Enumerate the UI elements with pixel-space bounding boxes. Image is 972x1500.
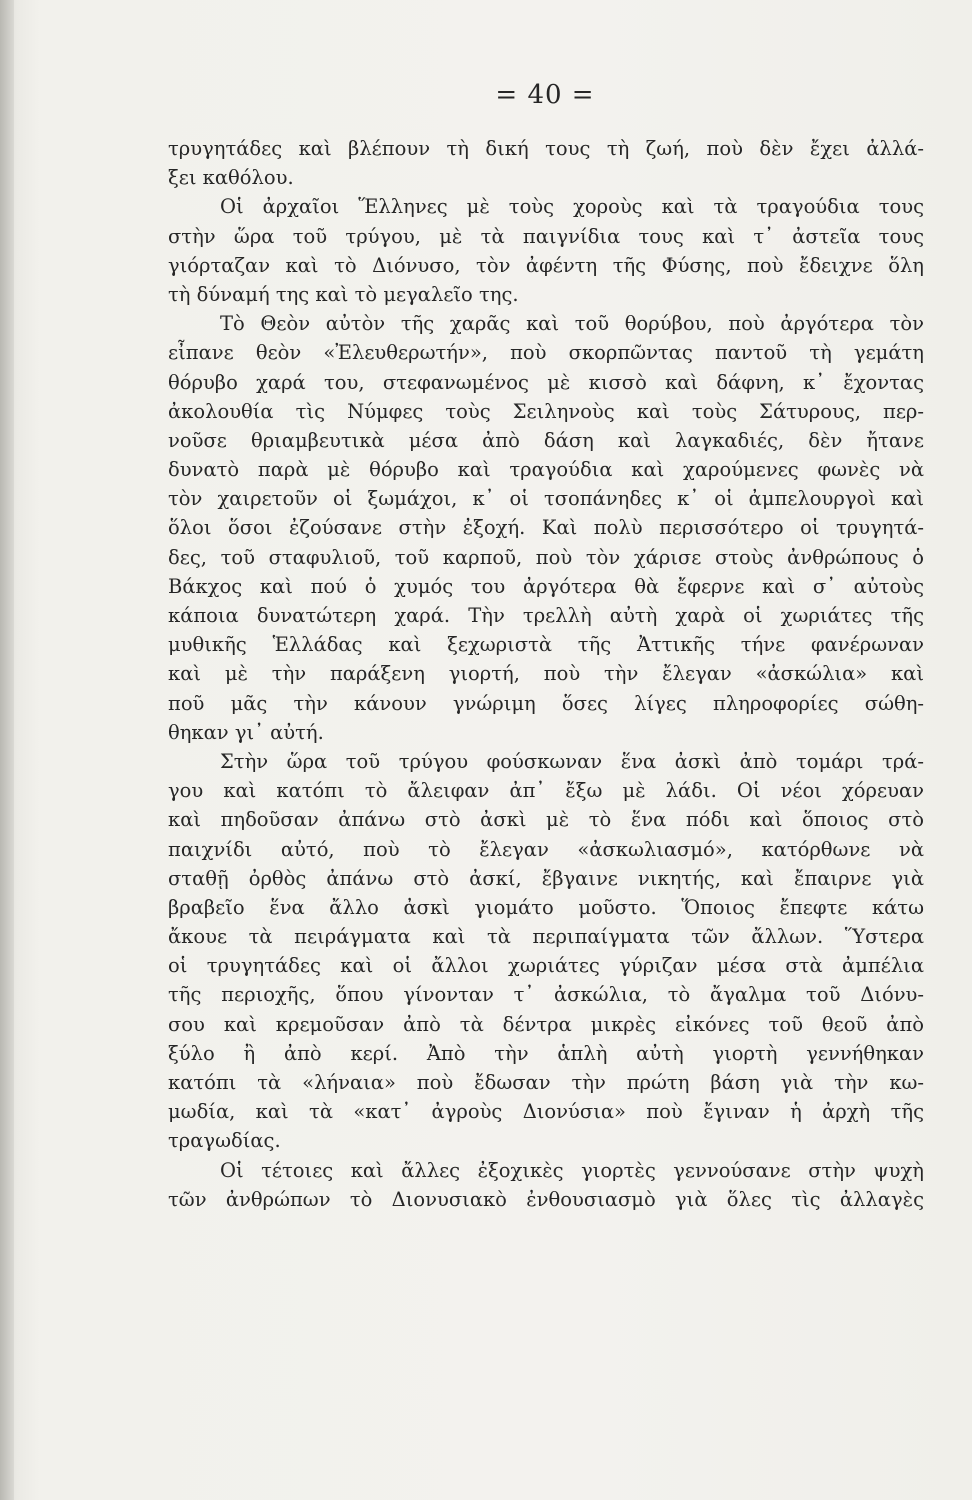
text-line: γου καὶ κατόπι τὸ ἄλειφαν ἀπ᾽ ἔξω μὲ λάδι. Οἱ νέοι χόρευαν <box>168 779 924 803</box>
text-line: καὶ μὲ τὴν παράξενη γιορτή, ποὺ τὴν ἔλεγαν «ἀσκώλια» καὶ <box>168 662 924 686</box>
text-line: θόρυβο χαρά του, στεφανωμένος μὲ κισσὸ καὶ δάφνη, κ᾽ ἔχοντας <box>168 370 924 394</box>
text-line: θηκαν γι᾽ αὐτή. <box>168 720 324 744</box>
text-line: τραγωδίας. <box>168 1129 281 1153</box>
text-line: μωδία, καὶ τὰ «κατ᾽ ἀγροὺς Διονύσια» ποὺ ἔγιναν ἡ ἀρχὴ τῆς <box>168 1100 924 1124</box>
text-line: σταθῇ ὀρθὸς ἀπάνω στὸ ἀσκί, ἔβγαινε νικητής, καὶ ἔπαιρνε γιὰ <box>168 866 924 890</box>
text-line: εἶπανε θεὸν «Ἐλευθερωτήν», ποὺ σκορπῶντας παντοῦ τὴ γεμάτη <box>168 341 924 365</box>
text-line: τρυγητάδες καὶ βλέπουν τὴ δική τους τὴ ζωή, ποὺ δὲν ἔχει ἀλλά- <box>168 137 924 160</box>
text-line: ξει καθόλου. <box>168 166 294 190</box>
text-line: τῆς περιοχῆς, ὅπου γίνονταν τ᾽ ἀσκώλια, τὸ ἄγαλμα τοῦ Διόνυ- <box>168 983 924 1007</box>
text-line: δυνατὸ παρὰ μὲ θόρυβο καὶ τραγούδια καὶ χαρούμενες φωνὲς νὰ <box>168 458 924 482</box>
text-line: οἱ τρυγητάδες καὶ οἱ ἄλλοι χωριάτες γύριζαν μέσα στὰ ἀμπέλια <box>168 954 924 978</box>
text-line: νοῦσε θριαμβευτικὰ μέσα ἀπὸ δάση καὶ λαγκαδιές, δὲν ἤτανε <box>168 428 924 452</box>
page-binding-edge <box>0 0 14 1500</box>
text-line: ξύλο ἢ ἀπὸ κερί. Ἀπὸ τὴν ἁπλὴ αὐτὴ γιορτὴ γεννήθηκαν <box>168 1041 924 1065</box>
text-line: ὅλοι ὅσοι ἐζούσανε στὴν ἐξοχή. Καὶ πολὺ περισσότερο οἱ τρυγητά- <box>168 516 924 540</box>
text-line: τὴ δύναμή της καὶ τὸ μεγαλεῖο της. <box>168 282 519 306</box>
text-line: Τὸ Θεὸν αὐτὸν τῆς χαρᾶς καὶ τοῦ θορύβου, ποὺ ἀργότερα τὸν <box>220 312 924 336</box>
text-line: γιόρταζαν καὶ τὸ Διόνυσο, τὸν ἀφέντη τῆς Φύσης, ποὺ ἔδειχνε ὅλη <box>168 253 924 277</box>
text-line: ποῦ μᾶς τὴν κάνουν γνώριμη ὅσες λίγες πληροφορίες σώθη- <box>168 691 924 715</box>
text-line: Οἱ ἀρχαῖοι Ἕλληνες μὲ τοὺς χοροὺς καὶ τὰ τραγούδια τους <box>220 195 924 219</box>
text-line: Στὴν ὥρα τοῦ τρύγου φούσκωναν ἕνα ἀσκὶ ἀπὸ τομάρι τρά- <box>220 749 924 773</box>
text-line: καὶ πηδοῦσαν ἀπάνω στὸ ἀσκὶ μὲ τὸ ἕνα πόδι καὶ ὅποιος στὸ <box>168 808 924 832</box>
text-line: σου καὶ κρεμοῦσαν ἀπὸ τὰ δέντρα μικρὲς εἰκόνες τοῦ θεοῦ ἀπὸ <box>168 1012 924 1036</box>
text-line: Οἱ τέτοιες καὶ ἄλλες ἐξοχικὲς γιορτὲς γεννούσανε στὴν ψυχὴ <box>220 1158 924 1182</box>
text-line: κατόπι τὰ «λήναια» ποὺ ἔδωσαν τὴν πρώτη βάση γιὰ τὴν κω- <box>168 1071 924 1094</box>
text-line: βραβεῖο ἕνα ἄλλο ἀσκὶ γιομάτο μοῦστο. Ὅποιος ἔπεφτε κάτω <box>168 895 924 919</box>
text-line: παιχνίδι αὐτό, ποὺ τὸ ἔλεγαν «ἀσκωλιασμό», κατόρθωνε νὰ <box>168 837 924 861</box>
text-line: δες, τοῦ σταφυλιοῦ, τοῦ καρποῦ, ποὺ τὸν χάρισε στοὺς ἀνθρώπους ὁ <box>168 545 924 569</box>
text-line: τὸν χαιρετοῦν οἱ ξωμάχοι, κ᾽ οἱ τσοπάνηδες κ᾽ οἱ ἀμπελουργοὶ καὶ <box>168 487 924 511</box>
text-line: τῶν ἀνθρώπων τὸ Διονυσιακὸ ἐνθουσιασμὸ γιὰ ὅλες τὶς ἀλλαγὲς <box>168 1187 924 1211</box>
body-text <box>168 134 924 1214</box>
text-line: Βάκχος καὶ πού ὁ χυμός του ἀργότερα θὰ ἔφερνε καὶ σ᾽ αὐτοὺς <box>168 574 924 598</box>
text-line: κάποια δυνατώτερη χαρά. Τὴν τρελλὴ αὐτὴ χαρὰ οἱ χωριάτες τῆς <box>168 604 924 627</box>
text-line: ἄκουε τὰ πειράγματα καὶ τὰ περιπαίγματα τῶν ἄλλων. Ὕστερα <box>168 925 924 949</box>
text-line: ἀκολουθία τὶς Νύμφες τοὺς Σειληνοὺς καὶ τοὺς Σάτυρους, περ- <box>168 399 924 423</box>
page-number: = 40 = <box>495 80 595 110</box>
text-line: στὴν ὥρα τοῦ τρύγου, μὲ τὰ παιγνίδια τους καὶ τ᾽ ἀστεῖα τους <box>168 224 924 248</box>
text-line: μυθικῆς Ἑλλάδας καὶ ξεχωριστὰ τῆς Ἀττικῆς τήνε φανέρωναν <box>168 633 924 657</box>
